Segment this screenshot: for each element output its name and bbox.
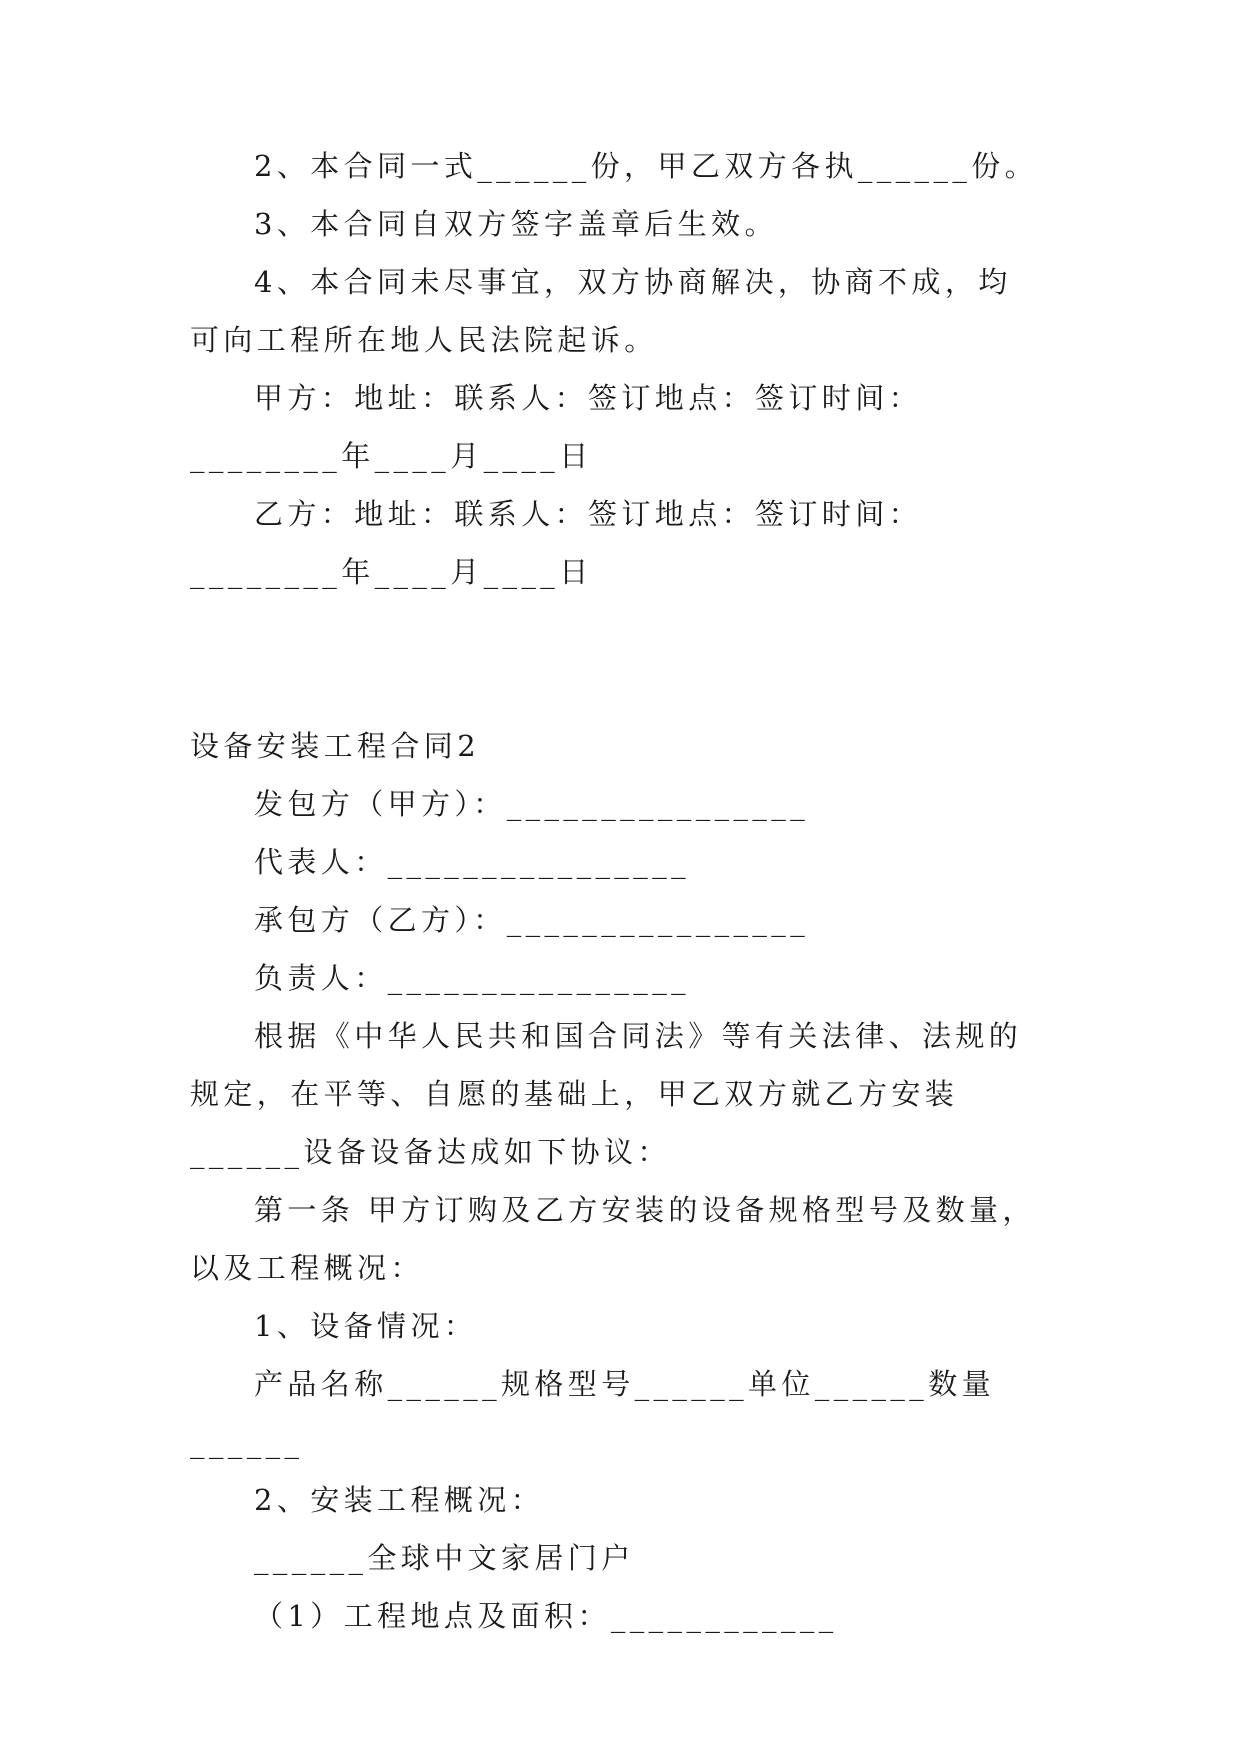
paragraph: 发包方（甲方）：________________ bbox=[254, 787, 810, 821]
paragraph: 2、本合同一式______份，甲乙双方各执______份。 bbox=[254, 149, 1039, 183]
paragraph: 3、本合同自双方签字盖章后生效。 bbox=[254, 207, 778, 241]
paragraph: 代表人：________________ bbox=[254, 845, 691, 879]
paragraph: 4、本合同未尽事宜，双方协商解决，协商不成，均可向工程所在地人民法院起诉。 bbox=[190, 265, 1012, 357]
paragraph: 乙方：地址：联系人：签订地点：签订时间：________年____月____日 bbox=[190, 497, 923, 589]
document-text bbox=[190, 137, 1045, 1645]
paragraph: 负责人：________________ bbox=[254, 961, 691, 995]
paragraph: 承包方（乙方）：________________ bbox=[254, 903, 810, 937]
paragraph: 2、安装工程概况： bbox=[254, 1483, 545, 1517]
paragraph: （1）工程地点及面积：____________ bbox=[254, 1599, 838, 1633]
paragraph: 根据《中华人民共和国合同法》等有关法律、法规的规定，在平等、自愿的基础上，甲乙双方就乙方安装______设备设备达成如下协议： bbox=[190, 1019, 1023, 1169]
paragraph: 第一条 甲方订购及乙方安装的设备规格型号及数量，以及工程概况： bbox=[190, 1193, 1036, 1285]
paragraph: ______全球中文家居门户 bbox=[254, 1541, 635, 1575]
paragraph: 产品名称______规格型号______单位______数量______ bbox=[190, 1367, 996, 1459]
blank-line bbox=[190, 630, 1045, 688]
paragraph: 甲方：地址：联系人：签订地点：签订时间：________年____月____日 bbox=[190, 381, 923, 473]
section-title: 设备安装工程合同2 bbox=[190, 729, 481, 763]
paragraph: 1、设备情况： bbox=[254, 1309, 478, 1343]
